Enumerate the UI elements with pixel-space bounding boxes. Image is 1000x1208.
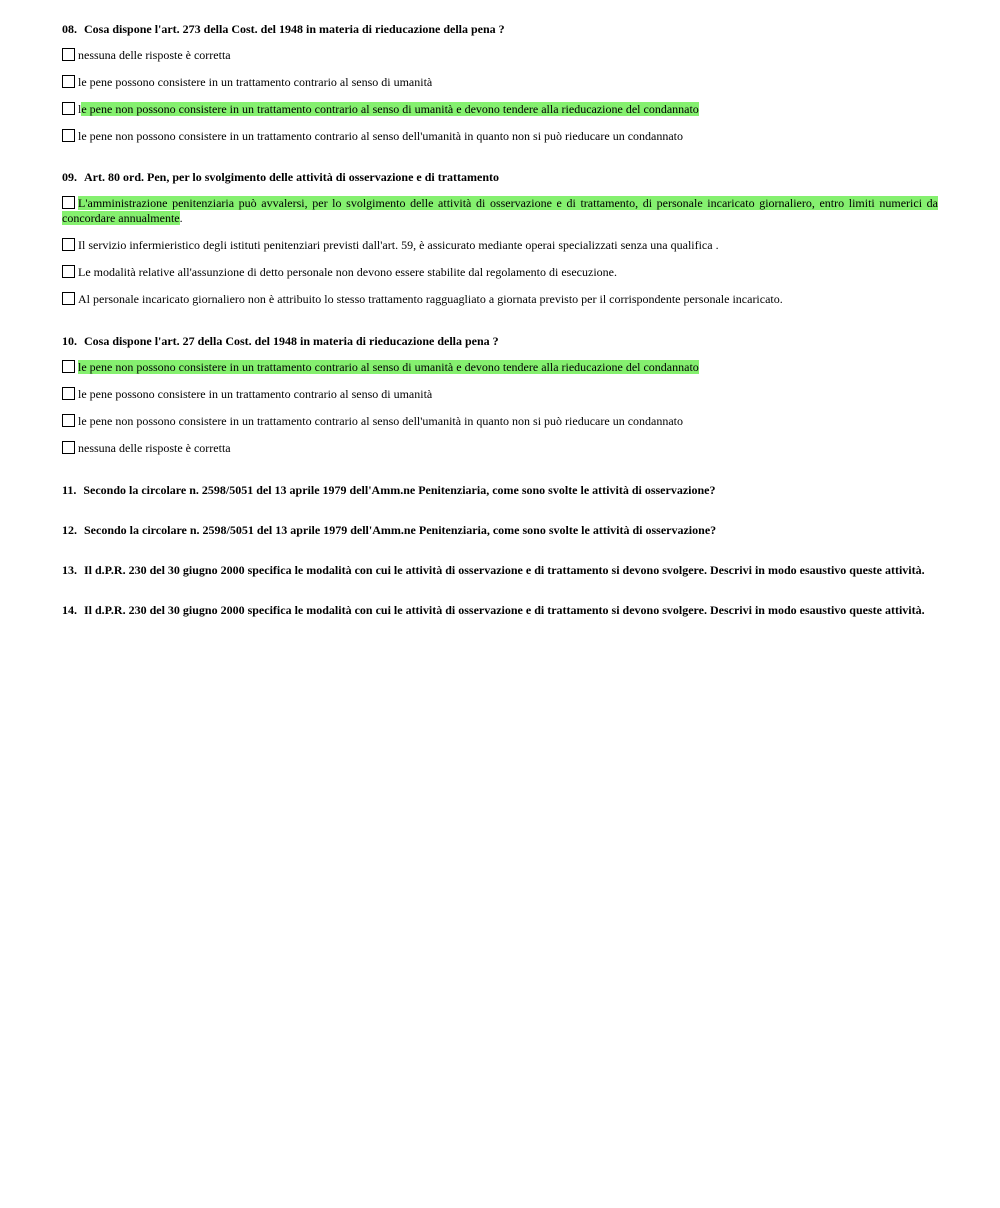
question-text: Cosa dispone l'art. 27 della Cost. del 1948 in materia di rieducazione della pena ? xyxy=(84,334,499,348)
question-title xyxy=(62,22,938,36)
answer-text: le pene non possono consistere in un trattamento contrario al senso dell'umanità in quanto non si può rieducare un condannato xyxy=(78,129,684,143)
answer-text: nessuna delle risposte è corretta xyxy=(78,441,231,455)
answer-text: Le modalità relative all'assunzione di detto personale non devono essere stabilite dal regolamento di esecuzione. xyxy=(78,265,617,279)
answer-option[interactable] xyxy=(62,48,938,63)
answer-option[interactable] xyxy=(62,265,938,280)
answer-options xyxy=(62,48,938,144)
question-11 xyxy=(62,483,938,497)
question-number: 09. xyxy=(62,170,77,184)
question-number: 12. xyxy=(62,523,77,537)
answer-option[interactable] xyxy=(62,129,938,144)
question-14 xyxy=(62,603,938,617)
answer-option[interactable] xyxy=(62,387,938,402)
answer-checkbox[interactable] xyxy=(62,75,75,88)
question-title xyxy=(62,170,938,184)
answer-checkbox[interactable] xyxy=(62,360,75,373)
question-13 xyxy=(62,563,938,577)
answer-text-highlighted: L'amministrazione penitenziaria può avvalersi, per lo svolgimento delle attività di osservazione e di trattamento, di personale incaricato giornaliero, entro limiti numerici da concordare annualmente xyxy=(62,196,938,225)
question-text: Il d.P.R. 230 del 30 giugno 2000 specifica le modalità con cui le attività di osservazione e di trattamento si devono svolgere. Descrivi in modo esaustivo queste attività. xyxy=(84,563,925,577)
answer-text: nessuna delle risposte è corretta xyxy=(78,48,231,62)
answer-text: Il servizio infermieristico degli istituti penitenziari previsti dall'art. 59, è assicurato mediante operai specializzati senza una qualifica . xyxy=(78,238,719,252)
question-title xyxy=(62,523,938,537)
answer-option[interactable] xyxy=(62,75,938,90)
question-number: 14. xyxy=(62,603,77,617)
question-number: 13. xyxy=(62,563,77,577)
answer-text: Al personale incaricato giornaliero non è attribuito lo stesso trattamento ragguagliato a giornata previsto per il corrispondente personale incaricato. xyxy=(78,292,783,306)
answer-text-prefix: l xyxy=(78,102,82,116)
answer-text-highlighted: e pene non possono consistere in un trattamento contrario al senso di umanità e devono tendere alla rieducazione del condannato xyxy=(81,102,699,116)
question-text: Secondo la circolare n. 2598/5051 del 13 aprile 1979 dell'Amm.ne Penitenziaria, come sono svolte le attività di osservazione? xyxy=(84,523,717,537)
answer-option[interactable] xyxy=(62,292,938,307)
question-text: Art. 80 ord. Pen, per lo svolgimento delle attività di osservazione e di trattamento xyxy=(84,170,500,184)
answer-checkbox[interactable] xyxy=(62,129,75,142)
question-text: Il d.P.R. 230 del 30 giugno 2000 specifica le modalità con cui le attività di osservazione e di trattamento si devono svolgere. Descrivi in modo esaustivo queste attività. xyxy=(84,603,925,617)
answer-checkbox[interactable] xyxy=(62,102,75,115)
question-number: 11. xyxy=(62,483,77,497)
answer-checkbox[interactable] xyxy=(62,441,75,454)
question-08 xyxy=(62,22,938,144)
answer-checkbox[interactable] xyxy=(62,196,75,209)
answer-checkbox[interactable] xyxy=(62,48,75,61)
answer-checkbox[interactable] xyxy=(62,387,75,400)
question-title xyxy=(62,483,938,497)
answer-text-highlighted: le pene non possono consistere in un trattamento contrario al senso di umanità e devono tendere alla rieducazione del condannato xyxy=(78,360,699,374)
question-text: Secondo la circolare n. 2598/5051 del 13 aprile 1979 dell'Amm.ne Penitenziaria, come sono svolte le attività di osservazione? xyxy=(83,483,716,497)
question-12 xyxy=(62,523,938,537)
quiz-document xyxy=(62,20,938,617)
question-09 xyxy=(62,170,938,307)
answer-option[interactable] xyxy=(62,238,938,253)
question-number: 10. xyxy=(62,334,77,348)
question-title xyxy=(62,603,938,617)
answer-options xyxy=(62,196,938,307)
answer-option[interactable] xyxy=(62,441,938,456)
answer-checkbox[interactable] xyxy=(62,265,75,278)
answer-options xyxy=(62,360,938,456)
answer-checkbox[interactable] xyxy=(62,292,75,305)
answer-text-suffix: . xyxy=(179,211,183,225)
answer-text: le pene possono consistere in un trattamento contrario al senso di umanità xyxy=(78,75,433,89)
answer-text: le pene possono consistere in un trattamento contrario al senso di umanità xyxy=(78,387,433,401)
answer-checkbox[interactable] xyxy=(62,238,75,251)
answer-text: le pene non possono consistere in un trattamento contrario al senso dell'umanità in quanto non si può rieducare un condannato xyxy=(78,414,684,428)
question-number: 08. xyxy=(62,22,77,36)
question-10 xyxy=(62,334,938,456)
answer-checkbox[interactable] xyxy=(62,414,75,427)
answer-option-correct[interactable] xyxy=(62,196,938,226)
question-title xyxy=(62,334,938,348)
question-text: Cosa dispone l'art. 273 della Cost. del 1948 in materia di rieducazione della pena ? xyxy=(84,22,505,36)
question-title xyxy=(62,563,938,577)
answer-option[interactable] xyxy=(62,414,938,429)
answer-option-correct[interactable] xyxy=(62,102,938,117)
answer-option-correct[interactable] xyxy=(62,360,938,375)
